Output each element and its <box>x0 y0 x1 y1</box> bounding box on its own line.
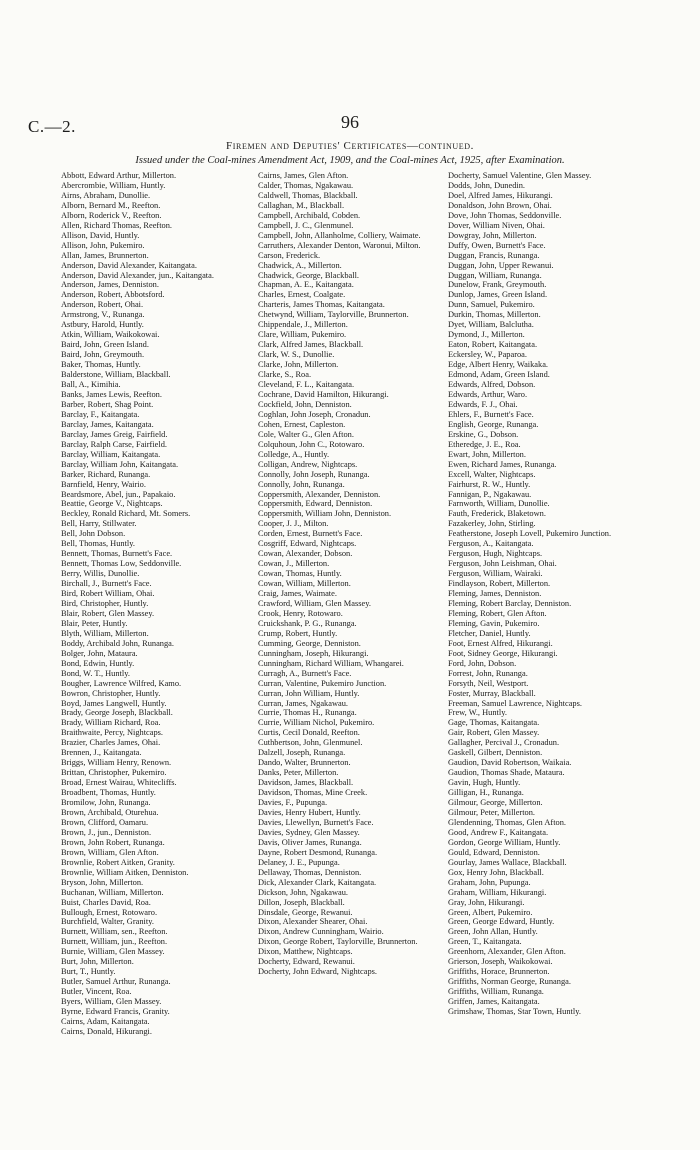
certificate-entry: Duggan, William, Runanga. <box>448 270 542 280</box>
page-number: 96 <box>341 112 359 132</box>
certificate-entry: Erskine, G., Dobson. <box>448 429 519 439</box>
certificate-entry: Docherty, Samuel Valentine, Glen Massey. <box>448 171 592 180</box>
certificate-entry: Fleming, Gavin, Pukemiro. <box>448 618 540 628</box>
certificate-entry: Burt, T., Huntly. <box>61 967 116 977</box>
report-reference: C.—2. <box>28 117 76 136</box>
certificate-entry: Gage, Thomas, Kaitangata. <box>448 718 540 728</box>
certificate-entry: Colledge, A., Huntly. <box>258 449 330 459</box>
certificate-entry: Clare, William, Pukemiro. <box>258 330 347 340</box>
certificate-entry: Bougher, Lawrence Wilfred, Kamo. <box>61 678 182 688</box>
certificate-entry: Alborn, Roderick V., Reefton. <box>61 210 162 220</box>
certificate-entry: Buist, Charles David, Roa. <box>61 897 151 907</box>
certificate-entry: Bond, Edwin, Huntly. <box>61 658 135 668</box>
certificate-entry: Beardsmore, Abel, jun., Papakaio. <box>61 489 176 499</box>
certificate-entry: Bryson, John, Millerton. <box>61 877 144 887</box>
certificate-entry: Gaudion, David Robertson, Waikaia. <box>448 758 572 768</box>
certificate-entry: Griffiths, William, Runanga. <box>448 987 544 997</box>
certificate-entry: Braithwaite, Percy, Nightcaps. <box>61 728 164 738</box>
certificate-entry: Eckersley, W., Paparoa. <box>448 350 527 360</box>
certificate-entry: Cleveland, F. L., Kaitangata. <box>258 380 355 390</box>
name-column-3 <box>448 171 630 1017</box>
certificate-entry: Beattie, George V., Nightcaps. <box>61 499 163 509</box>
certificate-entry: Curragh, A., Burnett's Face. <box>258 668 352 678</box>
certificate-entry: Davies, F., Pupunga. <box>258 798 328 808</box>
certificate-entry: Fannigan, P., Ngakawau. <box>448 489 532 499</box>
certificate-entry: Foot, Ernest Alfred, Hikurangi. <box>448 638 553 648</box>
certificate-entry: Connolly, John, Runanga. <box>258 479 345 489</box>
certificate-entry: Gilmour, George, Millerton. <box>448 798 543 808</box>
certificate-entry: Brown, William, Glen Afton. <box>61 847 159 857</box>
certificate-entry: Barclay, James, Kaitangata. <box>61 419 154 429</box>
certificate-entry: Charteris, James Thomas, Kaitangata. <box>258 300 385 310</box>
certificate-entry: Fleming, James, Denniston. <box>448 589 542 599</box>
certificate-entry: Brownlie, William Aitken, Denniston. <box>61 867 189 877</box>
certificate-entry: Green, T., Kaitangata. <box>448 937 522 947</box>
certificate-entry: Brown, J., jun., Denniston. <box>61 827 152 837</box>
certificate-entry: Bird, Robert William, Ohai. <box>61 589 155 599</box>
certificate-entry: Clark, Alfred James, Blackball. <box>258 340 364 350</box>
certificate-entry: Anderson, Robert, Abbotsford. <box>61 290 165 300</box>
certificate-entry: Campbell, Archibald, Cobden. <box>258 210 361 220</box>
certificate-entry: Fauth, Frederick, Blaketown. <box>448 509 546 519</box>
certificate-entry: Dellaway, Thomas, Denniston. <box>258 867 362 877</box>
certificate-entry: Bullough, Ernest, Rotowaro. <box>61 907 158 917</box>
certificate-entry: Griffen, James, Kaitangata. <box>448 997 540 1007</box>
certificate-entry: Cole, Walter G., Glen Afton. <box>258 429 354 439</box>
certificate-entry: Clarke, S., Roa. <box>258 370 312 380</box>
certificate-entry: Atkin, William, Waikokowai. <box>61 330 160 340</box>
certificate-entry: Bennett, Thomas Low, Seddonville. <box>61 559 182 569</box>
certificate-entry: Griffiths, Horace, Brunnerton. <box>448 967 550 977</box>
certificate-entry: Bird, Christopher, Huntly. <box>61 598 149 608</box>
certificate-entry: Barclay, Ralph Carse, Fairfield. <box>61 439 167 449</box>
certificate-entry: Callaghan, M., Blackball. <box>258 200 345 210</box>
certificate-entry: Astbury, Harold, Huntly. <box>61 320 144 330</box>
certificate-entry: Colligan, Andrew, Nightcaps. <box>258 459 358 469</box>
certificate-entry: Ferguson, John Leishman, Ohai. <box>448 559 557 569</box>
certificate-entry: Blyth, William, Millerton. <box>61 628 149 638</box>
certificate-entry: Burnett, William, sen., Reefton. <box>61 927 168 937</box>
certificate-entry: Curran, James, Ngakawau. <box>258 698 349 708</box>
certificate-entry: Cowan, Alexander, Dobson. <box>258 549 353 559</box>
certificate-entry: Greenhorn, Alexander, Glen Afton. <box>448 947 566 957</box>
certificate-entry: Anderson, David Alexander, Kaitangata. <box>61 260 197 270</box>
certificate-entry: Duggan, Francis, Runanga. <box>448 250 540 260</box>
certificate-entry: Anderson, David Alexander, jun., Kaitangata. <box>61 270 214 280</box>
certificate-entry: Baird, John, Greymouth. <box>61 350 145 360</box>
certificate-entry: Gallagher, Percival J., Cronadun. <box>448 738 560 748</box>
name-column-1 <box>61 171 243 1037</box>
certificate-entry: Dando, Walter, Brunnerton. <box>258 758 351 768</box>
certificate-entry: Edwards, Alfred, Dobson. <box>448 380 536 390</box>
certificate-entry: Bennett, Thomas, Burnett's Face. <box>61 549 173 559</box>
certificate-entry: Alborn, Bernard M., Reefton. <box>61 200 161 210</box>
certificate-entry: Brady, William Richard, Roa. <box>61 718 161 728</box>
certificate-entry: Donaldson, John Brown, Ohai. <box>448 200 552 210</box>
certificate-entry: Bell, John Dobson. <box>61 529 126 539</box>
certificate-entry: Freeman, Samuel Lawrence, Nightcaps. <box>448 698 582 708</box>
certificate-entry: Dowgray, John, Millerton. <box>448 230 537 240</box>
certificate-entry: Craig, James, Waimate. <box>258 589 337 599</box>
certificate-entry: Curran, Valentine, Pukemiro Junction. <box>258 678 387 688</box>
certificate-entry: Barnfield, Henry, Wairio. <box>61 479 146 489</box>
certificate-entry: Broad, Ernest Wairau, Whitecliffs. <box>61 778 177 788</box>
certificate-entry: Davidson, James, Blackball. <box>258 778 354 788</box>
certificate-entry: Brittan, Christopher, Pukemiro. <box>61 768 167 778</box>
certificate-entry: Brownlie, Robert Aitken, Granity. <box>61 857 175 867</box>
certificate-entry: Barber, Robert, Shag Point. <box>61 399 154 409</box>
certificate-entry: Anderson, James, Denniston. <box>61 280 159 290</box>
certificate-entry: Davies, Henry Hubert, Huntly. <box>258 808 361 817</box>
certificate-entry: Ehlers, F., Burnett's Face. <box>448 409 534 419</box>
certificate-entry: Blair, Peter, Huntly. <box>61 618 128 628</box>
certificate-entry: Featherstone, Joseph Lovell, Pukemiro Junction. <box>448 529 612 539</box>
certificate-entry: Bell, Harry, Stillwater. <box>61 519 137 529</box>
certificate-entry: Ferguson, Hugh, Nightcaps. <box>448 549 543 559</box>
certificate-entry: Glendenning, Thomas, Glen Afton. <box>448 817 567 827</box>
certificate-entry: Balderstone, William, Blackball. <box>61 370 171 380</box>
certificate-entry: Charles, Ernest, Coalgate. <box>258 290 346 300</box>
certificate-entry: Durkin, Thomas, Millerton. <box>448 310 541 320</box>
certificate-entry: Boyd, James Langwell, Huntly. <box>61 698 167 708</box>
certificate-entry: Boddy, Archibald John, Runanga. <box>61 638 174 648</box>
certificate-entry: Connolly, John Joseph, Runanga. <box>258 469 370 479</box>
certificate-entry: Cunningham, Joseph, Hikurangi. <box>258 648 369 658</box>
certificate-entry: Grierson, Joseph, Waikokowai. <box>448 957 553 967</box>
certificate-entry: Dover, William Niven, Ohai. <box>448 220 545 230</box>
certificate-entry: Chapman, A. E., Kaitangata. <box>258 280 354 290</box>
certificate-entry: Coppersmith, Alexander, Denniston. <box>258 489 381 499</box>
certificate-entry: Dunlop, James, Green Island. <box>448 290 548 300</box>
certificate-entry: Brady, George Joseph, Blackball. <box>61 708 173 718</box>
certificate-entry: Cairns, James, Glen Afton. <box>258 171 349 180</box>
certificate-entry: Good, Andrew F., Kaitangata. <box>448 827 549 837</box>
certificate-entry: Calder, Thomas, Ngakawau. <box>258 180 354 190</box>
certificate-entry: Abbott, Edward Arthur, Millerton. <box>61 171 177 180</box>
certificate-entry: Edwards, F. J., Ohai. <box>448 399 518 409</box>
certificate-entry: Gordon, George William, Huntly. <box>448 837 561 847</box>
certificate-entry: Armstrong, V., Runanga. <box>61 310 145 320</box>
certificate-entry: Findlayson, Robert, Millerton. <box>448 579 551 589</box>
certificate-entry: Colquhoun, John C., Rotowaro. <box>258 439 365 449</box>
certificate-entry: Crump, Robert, Huntly. <box>258 628 338 638</box>
certificate-entry: Dymond, J., Millerton. <box>448 330 525 340</box>
certificate-entry: Butler, Samuel Arthur, Runanga. <box>61 977 171 987</box>
certificate-entry: Baker, Thomas, Huntly. <box>61 360 141 370</box>
certificate-entry: Green, Albert, Pukemiro. <box>448 907 533 917</box>
certificate-entry: Duffy, Owen, Burnett's Face. <box>448 240 546 250</box>
certificate-entry: Dixon, Alexander Shearer, Ohai. <box>258 917 368 927</box>
certificate-entry: Burt, John, Millerton. <box>61 957 134 967</box>
section-subheading: Issued under the Coal-mines Amendment Act, 1909, and the Coal-mines Act, 1925, after Examination. <box>135 155 565 166</box>
certificate-entry: Cockfield, John, Denniston. <box>258 399 352 409</box>
certificate-entry: Cowan, J., Millerton. <box>258 559 330 569</box>
certificate-entry: Edmond, Adam, Green Island. <box>448 370 550 380</box>
certificate-entry: Cowan, Thomas, Huntly. <box>258 569 342 579</box>
certificate-entry: Dick, Alexander Clark, Kaitangata. <box>258 877 377 887</box>
certificate-entry: Ball, A., Kimihia. <box>61 380 121 390</box>
certificate-entry: Bell, Thomas, Huntly. <box>61 539 135 549</box>
certificate-entry: Ewen, Richard James, Runanga. <box>448 459 557 469</box>
certificate-entry: Coghlan, John Joseph, Cronadun. <box>258 409 371 419</box>
certificate-entry: Davies, Llewellyn, Burnett's Face. <box>258 817 374 827</box>
certificate-entry: Cuthbertson, John, Glenmunel. <box>258 738 363 748</box>
certificate-entry: Dodds, John, Dunedin. <box>448 180 526 190</box>
certificate-entry: Davidson, Thomas, Mine Creek. <box>258 788 368 798</box>
certificate-entry: Byers, William, Glen Massey. <box>61 997 162 1007</box>
certificate-entry: Frew, W., Huntly. <box>448 708 507 718</box>
certificate-entry: Dove, John Thomas, Seddonville. <box>448 210 562 220</box>
certificate-entry: Doel, Alfred James, Hikurangi. <box>448 190 553 200</box>
certificate-entry: Brazier, Charles James, Ohai. <box>61 738 161 748</box>
certificate-entry: Bolger, John, Mataura. <box>61 648 138 658</box>
certificate-entry: Burchfield, Walter, Granity. <box>61 917 154 927</box>
certificate-entry: Green, George Edward, Huntly. <box>448 917 555 927</box>
certificate-entry: Green, John Allan, Huntly. <box>448 927 538 937</box>
certificate-entry: Cosgriff, Edward, Nightcaps. <box>258 539 357 549</box>
certificate-entry: Cowan, William, Millerton. <box>258 579 351 589</box>
certificate-entry: Chadwick, A., Millerton. <box>258 260 342 270</box>
certificate-entry: Clarke, John, Millerton. <box>258 360 339 370</box>
certificate-entry: Curtis, Cecil Donald, Reefton. <box>258 728 360 738</box>
certificate-entry: Allan, James, Brunnerton. <box>61 250 149 260</box>
certificate-entry: Forrest, John, Runanga. <box>448 668 528 678</box>
certificate-entry: Gaskell, Gilbert, Denniston. <box>448 748 543 758</box>
certificate-entry: Dyet, William, Balclutha. <box>448 320 534 330</box>
certificate-entry: Corden, Ernest, Burnett's Face. <box>258 529 363 539</box>
certificate-entry: Bowron, Christopher, Huntly. <box>61 688 161 698</box>
certificate-entry: Chadwick, George, Blackball. <box>258 270 360 280</box>
section-heading: Firemen and Deputies' Certificates—continued. <box>226 140 474 152</box>
certificate-entry: Carson, Frederick. <box>258 250 321 260</box>
certificate-entry: Currie, Thomas H., Runanga. <box>258 708 357 718</box>
certificate-entry: Cairns, Donald, Hikurangi. <box>61 1026 152 1036</box>
certificate-entry: Abercrombie, William, Huntly. <box>61 180 166 190</box>
certificate-entry: Gourlay, James Wallace, Blackball. <box>448 857 567 867</box>
certificate-entry: Gould, Edward, Denniston. <box>448 847 540 857</box>
certificate-entry: Gox, Henry John, Blackball. <box>448 867 544 877</box>
certificate-entry: Dayne, Robert Desmond, Runanga. <box>258 847 378 857</box>
certificate-entry: Fleming, Robert, Glen Afton. <box>448 608 547 618</box>
certificate-entry: Excell, Walter, Nightcaps. <box>448 469 536 479</box>
certificate-entry: Campbell, J. C., Glenmunel. <box>258 220 354 230</box>
certificate-entry: Etheredge, J. E., Roa. <box>448 439 521 449</box>
certificate-entry: Docherty, John Edward, Nightcaps. <box>258 967 378 977</box>
certificate-entry: Allen, Richard Thomas, Reefton. <box>61 220 173 230</box>
certificate-entry: Burnett, William, jun., Reefton. <box>61 937 168 947</box>
certificate-entry: Dunn, Samuel, Pukemiro. <box>448 300 535 310</box>
certificate-entry: Gilligan, H., Runanga. <box>448 788 524 798</box>
certificate-entry: Beckley, Ronald Richard, Mt. Somers. <box>61 509 191 519</box>
certificate-entry: Cooper, J. J., Milton. <box>258 519 329 529</box>
certificate-entry: Bromilow, John, Runanga. <box>61 798 151 808</box>
certificate-entry: Eaton, Robert, Kaitangata. <box>448 340 538 350</box>
certificate-entry: Cumming, George, Denniston. <box>258 638 361 648</box>
certificate-entry: Brown, John Robert, Runanga. <box>61 837 165 847</box>
certificate-entry: Clark, W. S., Dunollie. <box>258 350 335 360</box>
certificate-entry: Dixon, Matthew, Nightcaps. <box>258 947 353 957</box>
certificate-entry: Graham, William, Hikurangi. <box>448 887 547 897</box>
certificate-entry: Dillon, Joseph, Blackball. <box>258 897 345 907</box>
certificate-entry: Cruickshank, P. G., Runanga. <box>258 618 357 628</box>
certificate-entry: Gair, Robert, Glen Massey. <box>448 728 540 738</box>
certificate-entry: Ferguson, William, Wairaki. <box>448 569 543 579</box>
certificate-entry: Dinsdale, George, Rewanui. <box>258 907 353 917</box>
certificate-entry: Barclay, F., Kaitangata. <box>61 409 140 419</box>
certificate-entry: Ferguson, A., Kaitangata. <box>448 539 534 549</box>
certificate-entry: Coppersmith, Edward, Denniston. <box>258 499 373 509</box>
certificate-entry: Gilmour, Peter, Millerton. <box>448 808 536 817</box>
certificate-entry: Carruthers, Alexander Denton, Waronui, Milton. <box>258 240 421 250</box>
certificate-entry: Brown, Archibald, Oturehua. <box>61 808 159 817</box>
certificate-entry: Birchall, J., Burnett's Face. <box>61 579 152 589</box>
certificate-entry: Chippendale, J., Millerton. <box>258 320 348 330</box>
certificate-entry: Cairns, Adam, Kaitangata. <box>61 1017 150 1027</box>
certificate-entry: Anderson, Robert, Ohai. <box>61 300 144 310</box>
certificate-entry: Briggs, William Henry, Renown. <box>61 758 172 768</box>
certificate-entry: Forsyth, Neil, Westport. <box>448 678 529 688</box>
certificate-entry: Edwards, Arthur, Waro. <box>448 389 528 399</box>
certificate-entry: Duggan, John, Upper Rewanui. <box>448 260 554 270</box>
certificate-entry: Airns, Abraham, Dunollie. <box>61 190 151 200</box>
certificate-entry: Bond, W. T., Huntly. <box>61 668 130 678</box>
certificate-entry: Grimshaw, Thomas, Star Town, Huntly. <box>448 1007 581 1017</box>
certificate-entry: Barclay, William John, Kaitangata. <box>61 459 179 469</box>
certificate-entry: Crook, Henry, Rotowaro. <box>258 608 343 618</box>
certificate-entry: Griffiths, Norman George, Runanga. <box>448 977 571 987</box>
certificate-entry: Currie, William Nichol, Pukemiro. <box>258 718 375 728</box>
certificate-entry: Crawford, William, Glen Massey. <box>258 598 371 608</box>
name-column-2 <box>258 171 440 977</box>
certificate-entry: Blair, Robert, Glen Massey. <box>61 608 155 618</box>
certificate-entry: Dickson, John, Ngakawau. <box>258 887 349 897</box>
certificate-entry: Campbell, John, Allanholme, Colliery, Waimate. <box>258 230 421 240</box>
certificate-entry: Delaney, J. E., Pupunga. <box>258 857 340 867</box>
certificate-entry: Byrne, Edward Francis, Granity. <box>61 1007 170 1017</box>
certificate-entry: Buchanan, William, Millerton. <box>61 887 164 897</box>
certificate-entry: Davies, Sydney, Glen Massey. <box>258 827 360 837</box>
certificate-entry: Cohen, Ernest, Capleston. <box>258 419 346 429</box>
certificate-entry: Banks, James Lewis, Reefton. <box>61 389 162 399</box>
certificate-entry: Foster, Murray, Blackball. <box>448 688 536 698</box>
certificate-entry: Dixon, George Robert, Taylorville, Brunnerton. <box>258 937 418 947</box>
certificate-entry: Gray, John, Hikurangi. <box>448 897 525 907</box>
certificate-entry: Dalzell, Joseph, Runanga. <box>258 748 346 758</box>
certificate-entry: Caldwell, Thomas, Blackball. <box>258 190 358 200</box>
certificate-entry: Chetwynd, William, Taylorville, Brunnerton. <box>258 310 409 320</box>
certificate-entry: Dixon, Andrew Cunningham, Wairio. <box>258 927 384 937</box>
certificate-entry: Ford, John, Dobson. <box>448 658 517 668</box>
certificate-entry: Edge, Albert Henry, Waikaka. <box>448 360 549 370</box>
certificate-entry: Butler, Vincent, Roa. <box>61 987 132 997</box>
certificate-entry: Dunelow, Frank, Greymouth. <box>448 280 547 290</box>
certificate-entry: Baird, John, Green Island. <box>61 340 149 350</box>
certificate-entry: Farnworth, William, Dunollie. <box>448 499 550 509</box>
certificate-entry: Fazakerley, John, Stirling. <box>448 519 536 529</box>
certificate-entry: Brennen, J., Kaitangata. <box>61 748 142 758</box>
certificate-entry: Davis, Oliver James, Runanga. <box>258 837 362 847</box>
certificate-entry: Fletcher, Daniel, Huntly. <box>448 628 531 638</box>
certificate-entry: Foot, Sidney George, Hikurangi. <box>448 648 558 658</box>
certificate-entry: Allison, David, Huntly. <box>61 230 140 240</box>
certificate-entry: Barclay, James Greig, Fairfield. <box>61 429 168 439</box>
certificate-entry: Gavin, Hugh, Huntly. <box>448 778 521 788</box>
certificate-entry: Coppersmith, William John, Denniston. <box>258 509 392 519</box>
certificate-entry: Danks, Peter, Millerton. <box>258 768 339 778</box>
certificate-entry: Graham, John, Pupunga. <box>448 877 531 887</box>
certificate-entry: Fairhurst, R. W., Huntly. <box>448 479 531 489</box>
certificate-entry: Fleming, Robert Barclay, Denniston. <box>448 598 572 608</box>
certificate-entry: Berry, Willis, Dunollie. <box>61 569 140 579</box>
certificate-entry: Barclay, William, Kaitangata. <box>61 449 161 459</box>
certificate-entry: Broadbent, Thomas, Huntly. <box>61 788 156 798</box>
certificate-entry: Barker, Richard, Runanga. <box>61 469 151 479</box>
certificate-entry: English, George, Runanga. <box>448 419 539 429</box>
certificate-entry: Cunningham, Richard William, Whangarei. <box>258 658 404 668</box>
certificate-entry: Cochrane, David Hamilton, Hikurangi. <box>258 389 389 399</box>
certificate-entry: Gaudion, Thomas Shade, Mataura. <box>448 768 565 778</box>
certificate-entry: Curran, John William, Huntly. <box>258 688 360 698</box>
certificate-entry: Allison, John, Pukemiro. <box>61 240 145 250</box>
certificate-entry: Burnie, William, Glen Massey. <box>61 947 165 957</box>
certificate-entry: Docherty, Edward, Rewanui. <box>258 957 355 967</box>
certificate-entry: Ewart, John, Millerton. <box>448 449 526 459</box>
certificate-entry: Brown, Clifford, Oamaru. <box>61 817 149 827</box>
